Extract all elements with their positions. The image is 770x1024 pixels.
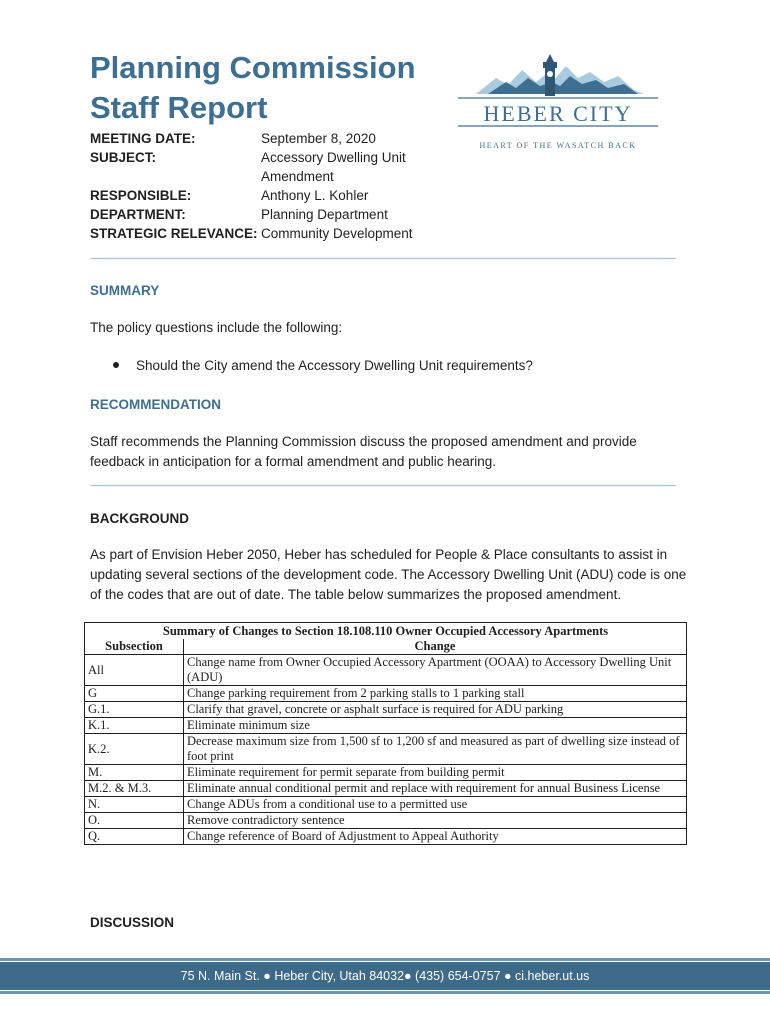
bullet-dot [113,362,119,368]
change-cell: Change name from Owner Occupied Accessory Apartment (OOAA) to Accessory Dwelling Unit (ADU) [184,655,687,686]
footer-stripe-bottom [0,991,770,994]
change-cell: Eliminate annual conditional permit and replace with requirement for annual Business License [184,781,687,797]
change-cell: Eliminate minimum size [184,718,687,734]
footer-bar [0,962,770,990]
table-row [85,718,687,734]
strategic-relevance-value: Community Development [261,226,413,241]
change-cell: Change reference of Board of Adjustment to Appeal Authority [184,829,687,845]
background-heading: BACKGROUND [90,511,189,526]
department-value: Planning Department [261,207,388,222]
change-cell: Decrease maximum size from 1,500 sf to 1,200 sf and measured as part of dwelling size instead of foot print [184,734,687,765]
heber-city-logo [448,52,668,152]
table-row [85,734,687,765]
table-row [85,781,687,797]
change-cell: Eliminate requirement for permit separate from building permit [184,765,687,781]
recommendation-heading: RECOMMENDATION [90,397,221,412]
mountains-and-clock-tower-logo-icon [448,52,668,152]
table-header-row [85,639,687,655]
subsection-cell: K.2. [85,734,184,765]
divider-middle [90,485,676,486]
summary-heading: SUMMARY [90,283,160,298]
subsection-cell: G.1. [85,702,184,718]
table-caption-row [85,623,687,640]
subsection-cell: All [85,655,184,686]
footer-contact-text: 75 N. Main St. ● Heber City, Utah 84032● (435) 654-0757 ● ci.heber.ut.us [180,969,590,983]
table-row [85,797,687,813]
subsection-cell: K.1. [85,718,184,734]
subject-value-line-1: Accessory Dwelling Unit [261,150,406,165]
recommendation-text: Staff recommends the Planning Commission discuss the proposed amendment and provide feedback in anticipation for a formal amendment and public hearing. [90,434,637,469]
page-title [90,48,416,128]
divider-top [90,258,676,259]
department-label: DEPARTMENT: [90,207,186,222]
table-row [85,765,687,781]
table-row [85,686,687,702]
discussion-heading: DISCUSSION [90,915,175,930]
subsection-cell: G [85,686,184,702]
subsection-cell: Q. [85,829,184,845]
change-cell: Clarify that gravel, concrete or asphalt surface is required for ADU parking [184,702,687,718]
logo-name: HEBER CITY [483,101,633,126]
table-row [85,813,687,829]
table-row [85,829,687,845]
table-row [85,702,687,718]
logo-tagline: HEART OF THE WASATCH BACK [479,141,637,150]
change-cell: Change ADUs from a conditional use to a permitted use [184,797,687,813]
title-line-1: Planning Commission [90,50,416,85]
changes-table [84,622,687,845]
change-cell: Remove contradictory sentence [184,813,687,829]
responsible-value: Anthony L. Kohler [261,188,369,203]
subject-label: SUBJECT: [90,150,157,165]
table-row [85,655,687,686]
change-cell: Change parking requirement from 2 parking stalls to 1 parking stall [184,686,687,702]
subject-value-line-2: Amendment [261,169,334,184]
subsection-cell: O. [85,813,184,829]
meeting-date-value: September 8, 2020 [261,131,376,146]
summary-bullet-text: Should the City amend the Accessory Dwelling Unit requirements? [136,358,533,373]
footer-stripe-top [0,958,770,961]
table-caption: Summary of Changes to Section 18.108.110 Owner Occupied Accessory Apartments [85,623,687,640]
strategic-relevance-label: STRATEGIC RELEVANCE: [90,226,258,241]
summary-intro: The policy questions include the following: [90,320,343,335]
column-header-change: Change [184,639,687,655]
column-header-subsection: Subsection [85,639,184,655]
subsection-cell: M.2. & M.3. [85,781,184,797]
meeting-date-label: MEETING DATE: [90,131,196,146]
responsible-label: RESPONSIBLE: [90,188,192,203]
background-text: As part of Envision Heber 2050, Heber has scheduled for People & Place consultants to assist in updating several sections of the development code. The Accessory Dwelling Unit (ADU) code is one of the codes that are out of date. The table below summarizes the proposed amendment. [90,547,687,602]
subsection-cell: N. [85,797,184,813]
title-line-2: Staff Report [90,90,268,125]
subsection-cell: M. [85,765,184,781]
